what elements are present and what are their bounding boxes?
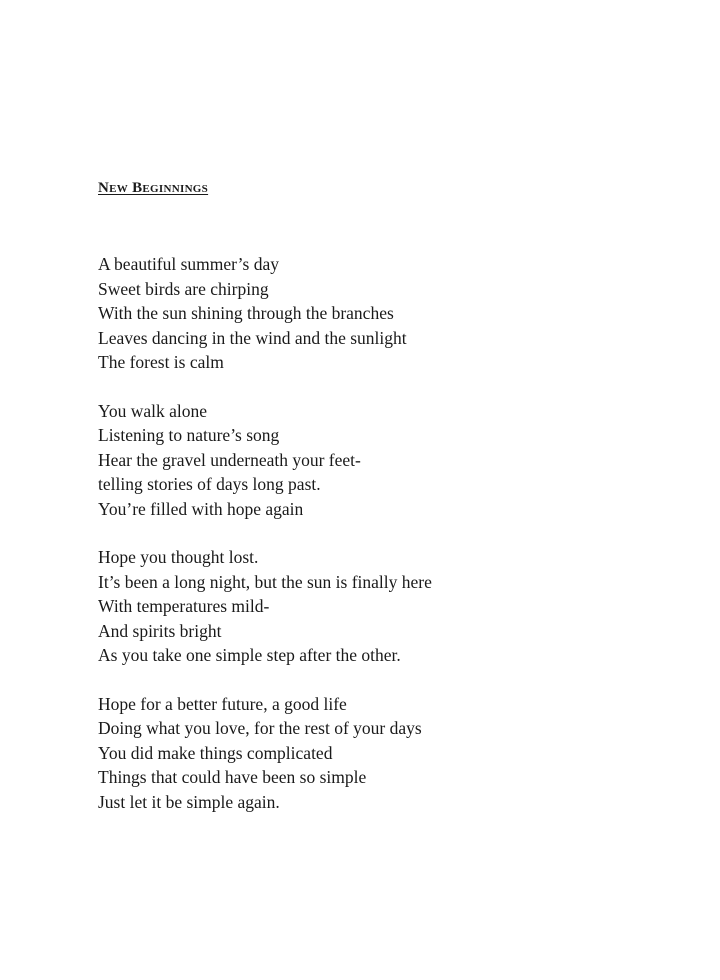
poem-line: The forest is calm (98, 352, 224, 372)
poem-line: telling stories of days long past. (98, 474, 321, 494)
poem-line: With temperatures mild- (98, 596, 270, 616)
poem-line: You did make things complicated (98, 742, 333, 763)
poem-line: You’re filled with hope again (98, 498, 304, 519)
poem-line: With the sun shining through the branches (98, 303, 394, 323)
poem-line: Sweet birds are chirping (98, 278, 269, 299)
poem-line: Things that could have been so simple (98, 767, 367, 787)
poem-body (98, 252, 658, 838)
poem-line: Leaves dancing in the wind and the sunlight (98, 327, 407, 348)
stanza-2 (98, 399, 658, 522)
poem-line: Hear the gravel underneath your feet- (98, 449, 361, 470)
poem-line: Hope you thought lost. (98, 547, 259, 567)
poem-line: It’s been a long night, but the sun is finally here (98, 571, 432, 592)
stanza-1 (98, 252, 658, 375)
stanza-4 (98, 692, 658, 815)
poem-line: A beautiful summer’s day (98, 254, 279, 274)
poem-line: As you take one simple step after the other. (98, 645, 401, 665)
stanza-3 (98, 545, 658, 668)
poem-line: Hope for a better future, a good life (98, 693, 347, 714)
poem-line: Just let it be simple again. (98, 791, 280, 812)
poem-line: Listening to nature’s song (98, 425, 280, 445)
poem-line: And spirits bright (98, 620, 222, 641)
poem-title: New Beginnings (98, 180, 209, 196)
poem-line: Doing what you love, for the rest of your days (98, 718, 422, 738)
poem-line: You walk alone (98, 400, 208, 421)
